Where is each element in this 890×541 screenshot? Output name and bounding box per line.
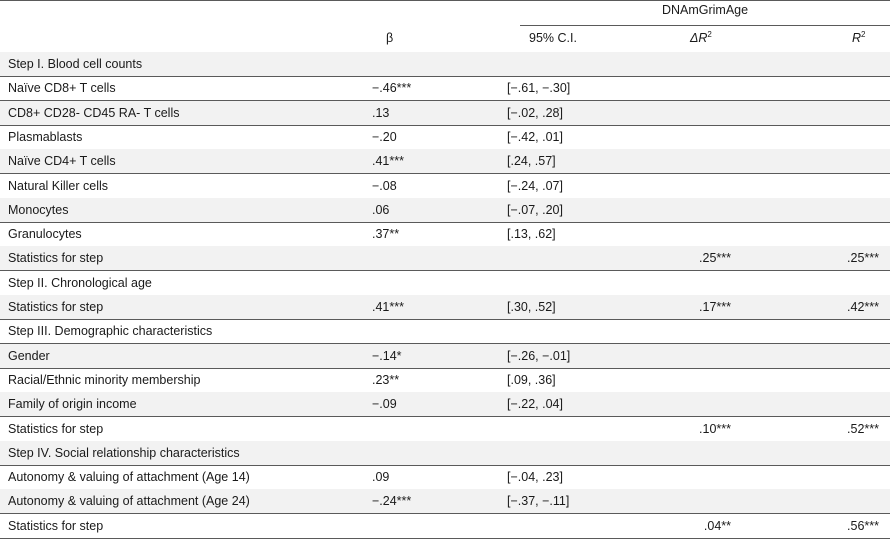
table-row xyxy=(0,344,890,369)
delta-r2-value: .25*** xyxy=(699,251,731,266)
delta-r2-value: .04** xyxy=(703,518,731,533)
beta-value: .37** xyxy=(372,227,400,242)
column-header-r2 xyxy=(852,31,865,45)
ci-value: [−.02, .28] xyxy=(507,105,563,120)
table-row xyxy=(0,52,890,77)
beta-value: .41*** xyxy=(372,300,404,314)
delta-r2-value: .10*** xyxy=(699,421,731,436)
r2-value: .56*** xyxy=(847,518,879,533)
row-label: Natural Killer cells xyxy=(8,178,109,193)
table-row xyxy=(0,465,890,490)
beta-value: −.14* xyxy=(372,348,402,363)
column-header-ci: 95% C.I. xyxy=(529,31,577,45)
beta-value: .13 xyxy=(372,105,390,120)
ci-value: [−.42, .01] xyxy=(507,129,563,144)
r2-value: .52*** xyxy=(847,421,879,436)
table-row xyxy=(0,489,890,514)
table-row xyxy=(0,198,890,223)
row-label: Step IV. Social relationship characteristics xyxy=(8,445,240,460)
spanning-header-dnamgrimage: DNAmGrimAge xyxy=(661,3,749,17)
table-row xyxy=(0,295,890,320)
ci-value: [−.22, .04] xyxy=(507,397,563,412)
table-row xyxy=(0,125,890,150)
table-row xyxy=(0,222,890,247)
spanning-header-rule xyxy=(520,25,890,26)
table-row xyxy=(0,271,890,296)
ci-value: [−.37, −.11] xyxy=(507,494,570,509)
table-row xyxy=(0,441,890,466)
ci-value: [.09, .36] xyxy=(507,372,556,387)
row-label: Plasmablasts xyxy=(8,129,83,144)
row-label: Step II. Chronological age xyxy=(8,275,152,290)
row-label: Racial/Ethnic minority membership xyxy=(8,372,201,387)
column-header-beta: β xyxy=(386,31,394,45)
beta-value: −.09 xyxy=(372,397,397,412)
row-label: Gender xyxy=(8,348,50,363)
delta-r2-value: .17*** xyxy=(699,300,731,314)
beta-value: −.46*** xyxy=(372,81,412,96)
row-label: Naïve CD4+ T cells xyxy=(8,154,116,169)
table-top-rule xyxy=(0,0,890,1)
row-label: Step I. Blood cell counts xyxy=(8,57,143,71)
row-label: Step III. Demographic characteristics xyxy=(8,324,213,339)
beta-value: .41*** xyxy=(372,154,404,169)
row-label: Monocytes xyxy=(8,202,69,217)
beta-value: −.20 xyxy=(372,129,397,144)
table-row xyxy=(0,368,890,393)
delta-r-text: ΔR xyxy=(690,31,708,45)
table-row xyxy=(0,149,890,174)
row-label: CD8+ CD28- CD45 RA- T cells xyxy=(8,105,180,120)
beta-value: −.08 xyxy=(372,178,397,193)
row-label: Statistics for step xyxy=(8,251,104,266)
table-row xyxy=(0,101,890,126)
ci-value: [−.04, .23] xyxy=(507,470,563,485)
ci-value: [−.61, −.30] xyxy=(507,81,571,96)
table-row xyxy=(0,76,890,101)
row-label: Statistics for step xyxy=(8,518,104,533)
row-label: Granulocytes xyxy=(8,227,82,242)
ci-value: [.30, .52] xyxy=(507,300,556,314)
ci-value: [−.24, .07] xyxy=(507,178,563,193)
table-row xyxy=(0,246,890,271)
r-text: R xyxy=(852,31,862,45)
ci-value: [.13, .62] xyxy=(507,227,556,242)
row-label: Autonomy & valuing of attachment (Age 24) xyxy=(8,494,250,509)
table-row xyxy=(0,417,890,442)
table-row xyxy=(0,174,890,199)
beta-value: .23** xyxy=(372,372,400,387)
beta-value: .06 xyxy=(372,202,390,217)
delta-r-superscript: 2 xyxy=(707,30,712,39)
beta-value: .09 xyxy=(372,470,390,485)
r2-value: .25*** xyxy=(847,251,879,266)
table-row xyxy=(0,514,890,539)
beta-value: −.24*** xyxy=(372,494,412,509)
ci-value: [−.07, .20] xyxy=(507,202,563,217)
row-label: Family of origin income xyxy=(8,397,137,412)
row-label: Autonomy & valuing of attachment (Age 14) xyxy=(8,470,250,485)
ci-value: [−.26, −.01] xyxy=(507,348,571,363)
table-row xyxy=(0,392,890,417)
r2-value: .42*** xyxy=(847,300,879,314)
r-superscript: 2 xyxy=(861,30,866,39)
row-label: Statistics for step xyxy=(8,300,104,314)
ci-value: [.24, .57] xyxy=(507,154,556,169)
row-label: Naïve CD8+ T cells xyxy=(8,81,116,96)
table-row xyxy=(0,319,890,344)
row-label: Statistics for step xyxy=(8,421,104,436)
column-header-delta-r2 xyxy=(690,31,712,45)
